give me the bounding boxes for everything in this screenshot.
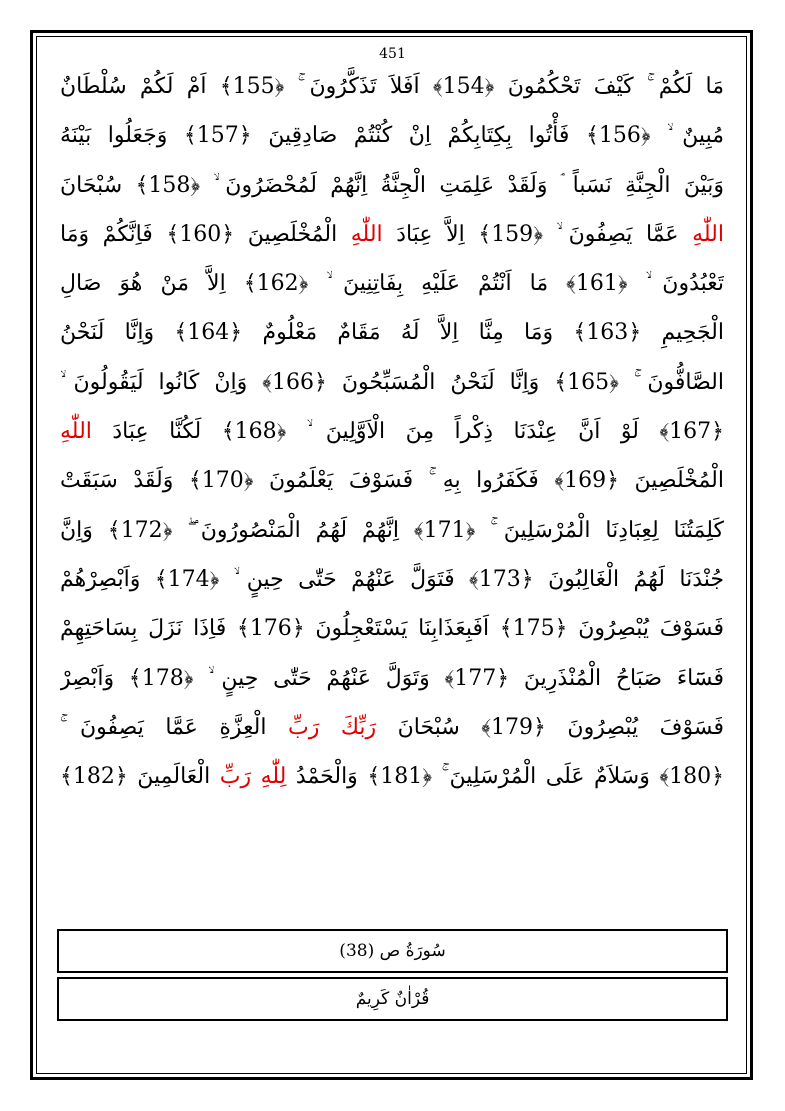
divine-name-text: رَبِّكَ رَبِّ <box>288 714 377 740</box>
divine-name-text: لِلّٰهِ رَبِّ <box>219 764 287 790</box>
verses-text-block <box>60 62 724 801</box>
surah-title: سُورَةُ ص (38) <box>339 941 446 961</box>
verse-text: الْمُخْلَصِينَ ﴿169﴾ فَكَفَرُوا بِهِ ۚ فَسَوْفَ يَعْلَمُونَ ﴿170﴾ وَلَقَدْ سَبَقَتْ <box>60 468 724 494</box>
verse-line <box>60 654 724 703</box>
verse-line <box>60 161 724 210</box>
verse-line <box>60 752 724 801</box>
verse-line <box>60 555 724 604</box>
verse-text: وَبَيْنَ الْجِنَّةِ نَسَباً ۘ وَلَقَدْ عَلِمَتِ الْجِنَّةُ اِنَّهُمْ لَمُحْضَرُونَ ۙ ﴿158﴾ سُبْحَانَ <box>60 172 724 198</box>
verse-text: جُنْدَنَا لَهُمُ الْغَالِبُونَ ﴿173﴾ فَتَوَلَّ عَنْهُمْ حَتّٰى حِينٍ ۙ ﴿174﴾ وَاَبْصِرْهُمْ <box>60 566 724 592</box>
surah-title-box <box>57 929 728 973</box>
verse-text: مُبِينٌ ۙ ﴿156﴾ فَأْتُوا بِكِتَابِكُمْ اِنْ كُنْتُمْ صَادِقِينَ ﴿157﴾ وَجَعَلُوا بَيْنَهُ <box>60 123 724 149</box>
quran-label: قُرْاٰنٌ كَرِيمٌ <box>355 989 430 1009</box>
verse-text: الصَّافُّونَ ۚ ﴿165﴾ وَاِنَّا لَنَحْنُ الْمُسَبِّحُونَ ﴿166﴾ وَاِنْ كَانُوا لَيَقُولُونَ ۙ <box>60 369 724 395</box>
page-number: 451 <box>379 46 406 62</box>
verse-line <box>60 358 724 407</box>
verse-line <box>60 506 724 555</box>
verse-line <box>60 111 724 160</box>
verse-text: الْعِزَّةِ عَمَّا يَصِفُونَ ۚ <box>60 714 289 740</box>
verse-text: ﴿180﴾ وَسَلاَمٌ عَلَى الْمُرْسَلِينَ ۚ ﴿181﴾ وَالْحَمْدُ <box>286 764 724 790</box>
verse-text: الْمُخْلَصِينَ ﴿160﴾ فَاِنَّكُمْ وَمَا <box>60 221 351 247</box>
verse-text: كَلِمَتُنَا لِعِبَادِنَا الْمُرْسَلِينَ ۚ ﴿171﴾ اِنَّهُمْ لَهُمُ الْمَنْصُورُونَ ۖ ﴿172﴾ وَاِنَّ <box>60 517 724 543</box>
verse-text: فَسَٓاءَ صَبَاحُ الْمُنْذَرِينَ ﴿177﴾ وَتَوَلَّ عَنْهُمْ حَتّٰى حِينٍ ۙ ﴿178﴾ وَاَبْصِرْ <box>60 665 724 691</box>
divine-name-text: اللّٰهِ <box>350 221 383 247</box>
verse-text: فَسَوْفَ يُبْصِرُونَ ﴿175﴾ اَفَبِعَذَابِنَا يَسْتَعْجِلُونَ ﴿176﴾ فَاِذَا نَزَلَ بِسَاحَتِهِمْ <box>60 616 724 642</box>
verse-text: الْعَالَمِينَ ﴿182﴾ <box>60 764 220 790</box>
verse-text: ﴿167﴾ لَوْ اَنَّ عِنْدَنَا ذِكْراً مِنَ الْاَوَّلِينَ ۙ ﴿168﴾ لَكُنَّا عِبَادَ <box>91 419 724 445</box>
verse-line <box>60 407 724 456</box>
verse-text: عَمَّا يَصِفُونَ ۙ ﴿159﴾ اِلاَّ عِبَادَ <box>382 221 693 247</box>
verse-line <box>60 210 724 259</box>
verse-line <box>60 604 724 653</box>
verse-line <box>60 62 724 111</box>
verse-text: الْجَحِيمِ ﴿163﴾ وَمَا مِنَّا اِلاَّ لَهُ مَقَامٌ مَعْلُومٌ ﴿164﴾ وَاِنَّا لَنَحْنُ <box>60 320 724 346</box>
verse-text: فَسَوْفَ يُبْصِرُونَ ﴿179﴾ سُبْحَانَ <box>376 714 724 740</box>
verse-line <box>60 308 724 357</box>
quran-label-box <box>57 977 728 1021</box>
divine-name-text: اللّٰهِ <box>60 419 92 445</box>
verse-line <box>60 259 724 308</box>
verse-line <box>60 703 724 752</box>
verse-line <box>60 456 724 505</box>
divine-name-text: اللّٰهِ <box>692 221 724 247</box>
verse-text: مَا لَكُمْ ۚ كَيْفَ تَحْكُمُونَ ﴿154﴾ اَفَلاَ تَذَكَّرُونَ ۚ ﴿155﴾ اَمْ لَكُمْ سُلْطَانٌ <box>60 74 724 99</box>
verse-text: تَعْبُدُونَ ۙ ﴿161﴾ مَا اَنْتُمْ عَلَيْهِ بِفَاتِنِينَ ۙ ﴿162﴾ اِلاَّ مَنْ هُوَ صَالِ <box>60 271 724 297</box>
